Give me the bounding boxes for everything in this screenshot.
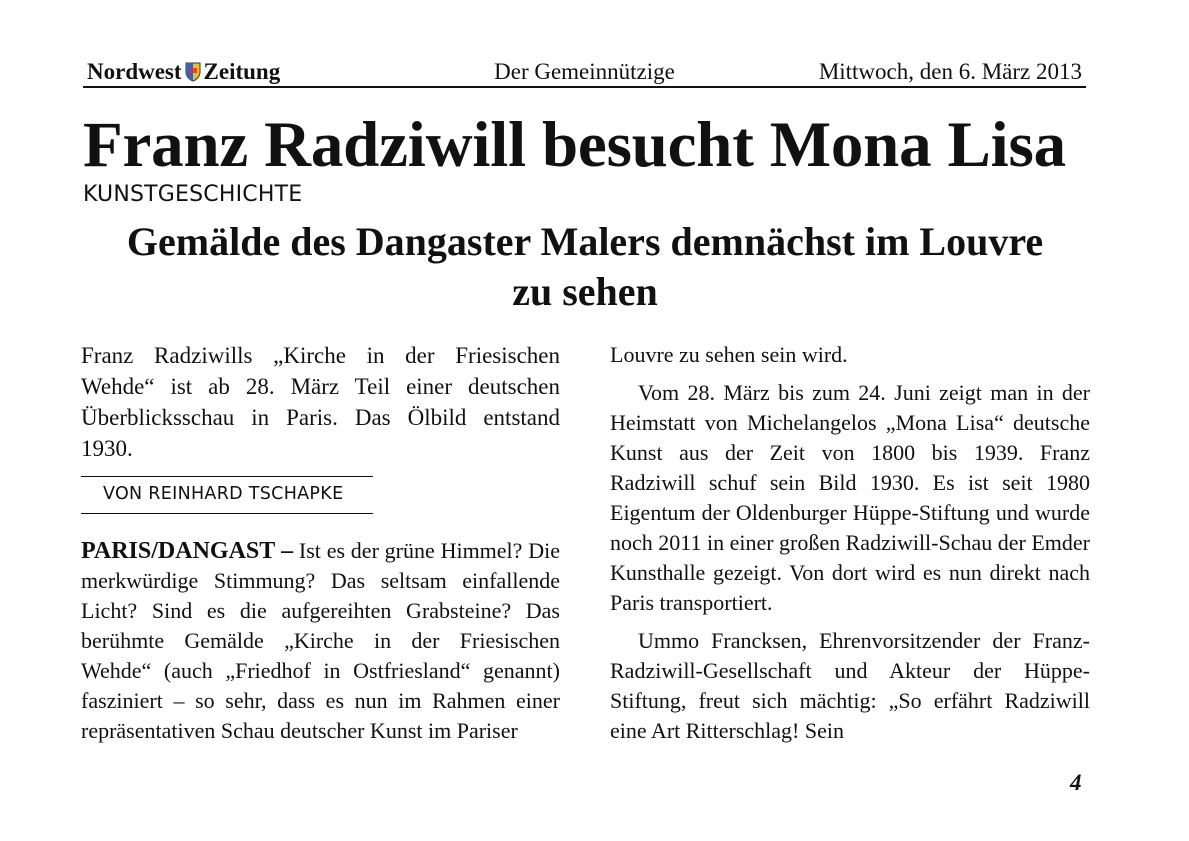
headline: Franz Radziwill besucht Mona Lisa [83,109,1066,181]
continuation-paragraph: Louvre zu sehen sein wird. [610,342,848,367]
byline: VON REINHARD TSCHAPKE [81,476,373,514]
dateline: PARIS/DANGAST – [81,538,294,564]
column-left [81,340,560,746]
section-title: Der Gemeinnützige [494,59,675,84]
teaser: Franz Radziwills „Kirche in der Friesischen Wehde“ ist ab 28. März Teil einer deutschen Überblicksschau in Paris. Das Ölbild entstand 1930. [81,343,560,461]
paper-name-right: Zeitung [203,59,281,84]
column-right [610,340,1090,746]
lead-text: Ist es der grüne Himmel? Die merkwürdige Stimmung? Das seltsam einfallende Licht? Sind es die aufgereihten Grabsteine? Das berühmte Gemälde „Kirche in der Friesischen Wehde“ (auch „Friedhof in Ostfriesland“ genannt) fasziniert – so sehr, dass es nun im Rahmen einer repräsentativen Schau deutscher Kunst im Pariser [81,538,560,743]
lead-paragraph [81,536,560,746]
paragraph-3: Ummo Francksen, Ehrenvorsitzender der Franz-Radziwill-Gesellschaft und Akteur der Hüppe-Stiftung, freut sich mächtig: „So erfährt Radziwill eine Art Ritterschlag! Sein [610,628,1090,743]
paragraph-2: Vom 28. März bis zum 24. Juni zeigt man in der Heimstatt von Michelangelos „Mona Lisa“ deutsche Kunst aus der Zeit von 1800 bis 1939. Franz Radziwill schuf sein Bild 1930. Es ist seit 1980 Eigentum der Oldenburger Hüppe-Stiftung und wurde noch 2011 in einer großen Radziwill-Schau der Emder Kunsthalle gezeigt. Von dort wird es nun direkt nach Paris transportiert. [610,380,1090,615]
subheadline: Gemälde des Dangaster Malers demnächst im Louvre zu sehen [126,219,1044,314]
kicker: KUNSTGESCHICHTE [83,182,303,207]
page-number: 4 [1070,770,1082,795]
issue-date: Mittwoch, den 6. März 2013 [818,59,1082,84]
masthead [83,58,1086,88]
paper-name-left: Nordwest [87,59,182,84]
